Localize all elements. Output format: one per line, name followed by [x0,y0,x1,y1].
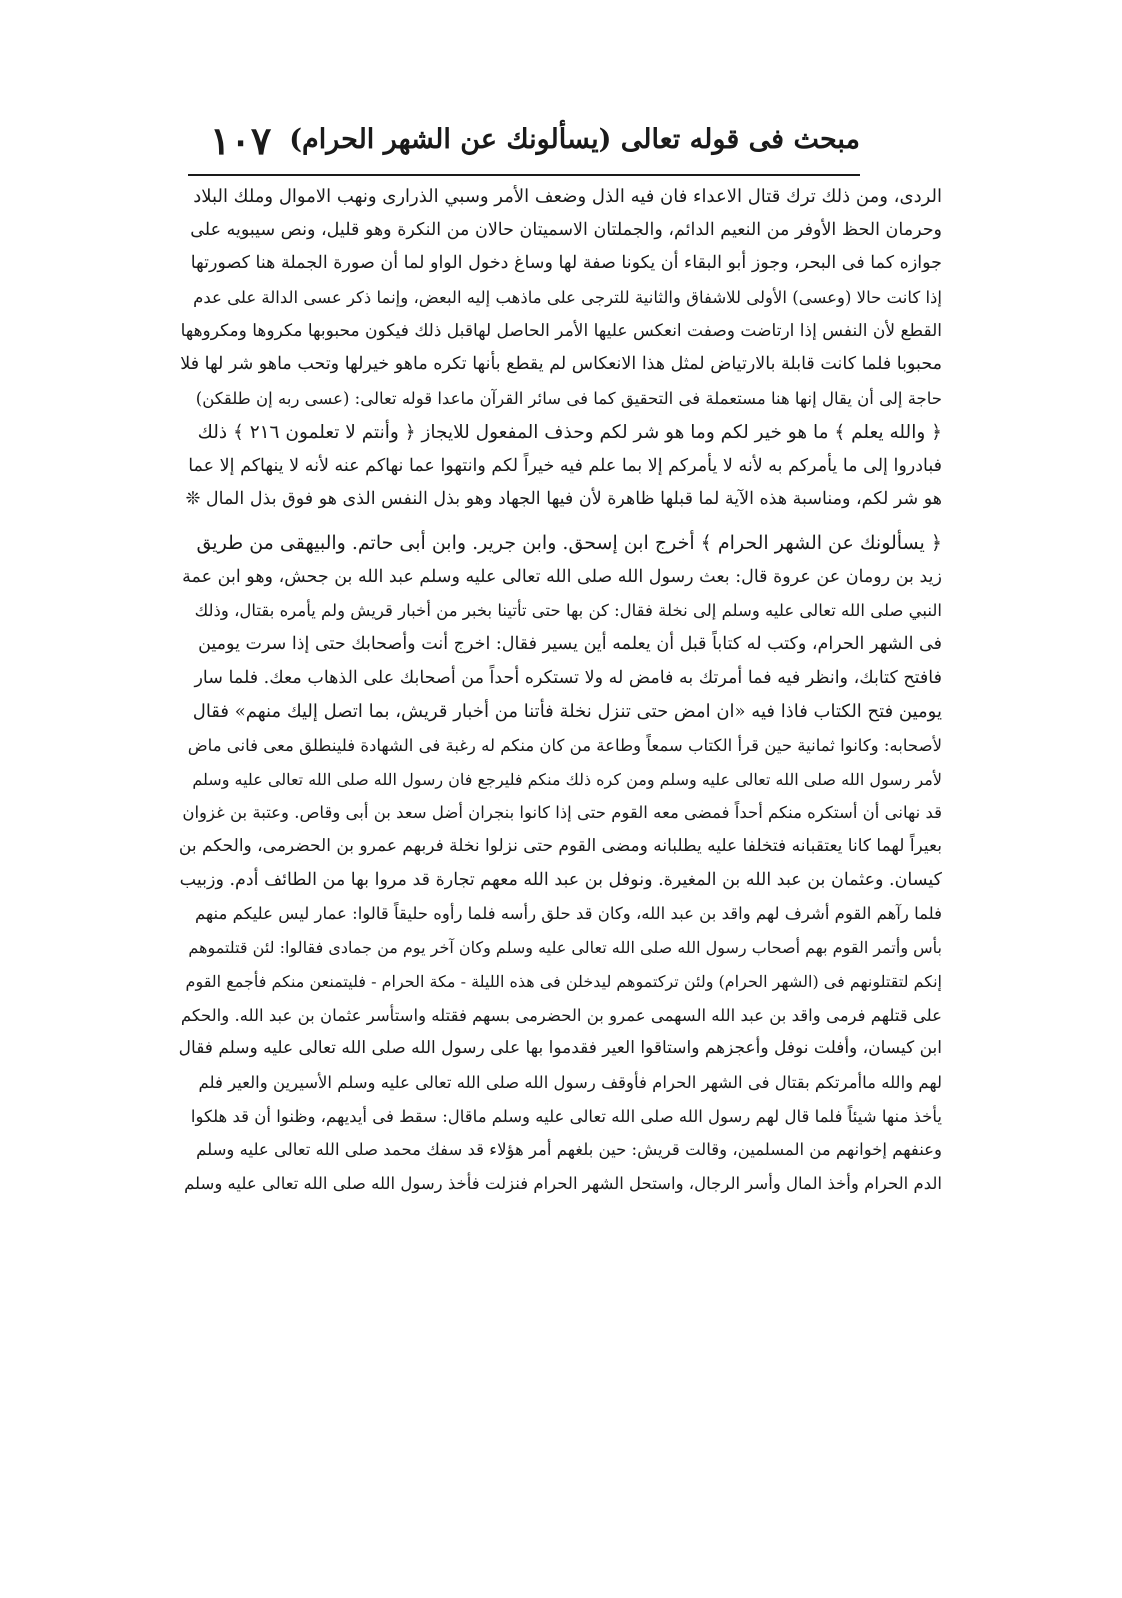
text-line: الردى، ومن ذلك ترك قتال الاعداء فان فيه الذل وضعف الأمر وسبي الذرارى ونهب الاموال وملك البلاد [193,186,942,207]
paragraph-gap [178,517,942,527]
text-line: يومين فتح الكتاب فاذا فيه «ان امض حتى تنزل نخلة فأتنا من أخبار قريش، بما اتصل إليك منهم» فقال [192,701,942,723]
text-line: فافتح كتابك، وانظر فيه فما أمرتك به فامض له ولا تستكره أحداً من أصحابك على الذهاب معك. فلما سار [194,667,942,688]
body-text [178,180,942,1201]
text-line: وعنفهم إخوانهم من المسلمين، وقالت قريش: حين بلغهم أمر هؤلاء قد سفك محمد صلى الله تعالى عليه وسلم [196,1140,942,1160]
text-line: إذا كانت حالا (وعسى) الأولى للاشفاق والثانية للترجى على ماذهب إليه البعض، وإنما ذكر عسى الدالة على عدم [193,288,942,308]
text-line: محبوبا فلما كانت قابلة بالارتياض لمثل هذا الانعكاس لم يقطع بأنها تكره ماهو خيرلها وتحب ماهو شر لها فلا [180,354,942,375]
page-header [188,118,860,176]
text-line: ﴿ والله يعلم ﴾ ما هو خير لكم وما هو شر لكم وحذف المفعول للايجاز ﴿ وأنتم لا تعلمون ٢١٦ ﴾ ذلك [197,421,942,443]
text-line: إنكم لتقتلونهم فى (الشهر الحرام) ولئن تركتموهم ليدخلن فى هذه الليلة - مكة الحرام - فليتمنعن منكم فأجمع القوم [185,971,942,991]
header-divider [188,174,860,176]
text-line: فى الشهر الحرام، وكتب له كتاباً قبل أن يعلمه أين يسير فقال: اخرج أنت وأصحابك حتى إذا سرت يومين [198,633,942,654]
text-line: زيد بن رومان عن عروة قال: بعث رسول الله صلى الله تعالى عليه وسلم عبد الله بن جحش، وهو ابن عمة [182,566,942,587]
text-line: على قتلهم فرمى واقد بن عبد الله السهمى عمرو بن الحضرمى بسهم فقتله واستأسر عثمان بن عبد الله. والحكم [180,1005,942,1025]
running-title: مبحث فى قوله تعالى (يسألونك عن الشهر الحرام) [289,124,860,155]
text-line: فلما رآهم القوم أشرف لهم واقد بن عبد الله، وكان قد حلق رأسه فلما رأوه حليقاً قالوا: عمار ليس عليكم منهم [194,904,942,924]
text-line: النبي صلى الله تعالى عليه وسلم إلى نخلة فقال: كن بها حتى تأتينا بخبر من أخبار قريش ولم يأمره بقتال، وذلك [194,601,942,621]
text-line: بأس وأتمر القوم بهم أصحاب رسول الله صلى الله تعالى عليه وسلم وكان آخر يوم من جمادى فقالوا: لئن قتلتموهم [188,938,942,958]
text-line: وحرمان الحظ الأوفر من النعيم الدائم، والجملتان الاسميتان حالان من النكرة وهو قليل، ونص سيبويه على [190,219,942,240]
text-line: الدم الحرام وأخذ المال وأسر الرجال، واستحل الشهر الحرام فنزلت فأخذ رسول الله صلى الله تعالى عليه وسلم [184,1173,942,1193]
text-line: جوازه كما فى البحر، وجوز أبو البقاء أن يكونا صفة لها وساغ دخول الواو لما أن صورة الجملة هنا كصورتها [190,253,942,274]
text-line: يأخذ منها شيئاً فلما قال لهم رسول الله صلى الله تعالى عليه وسلم ماقال: سقط فى أيديهم، وظنوا أن قد هلكوا [190,1106,942,1126]
text-line: لأمر رسول الله صلى الله تعالى عليه وسلم ومن كره ذلك منكم فليرجع فان رسول الله صلى الله تعالى عليه وسلم [192,769,942,789]
page-number: ١٠٧ [210,118,272,163]
text-line: لأصحابه: وكانوا ثمانية حين قرأ الكتاب سمعاً وطاعة من كان منكم له رغبة فى الشهادة فلينطلق معى فانى ماض [187,736,942,755]
text-line: لهم والله ماأمرتكم بقتال فى الشهر الحرام فأوقف رسول الله صلى الله تعالى عليه وسلم الأسيرين والعير فلم [198,1072,942,1092]
text-line: كيسان. وعثمان بن عبد الله بن المغيرة. ونوفل بن عبد الله معهم تجارة قد مروا بها من الطائف أدم. وزبيب [179,869,942,890]
text-line: ابن كيسان، وأفلت نوفل وأعجزهم واستاقوا العير فقدموا بها على رسول الله صلى الله تعالى عليه وسلم فقال [178,1038,942,1059]
text-line: حاجة إلى أن يقال إنها هنا مستعملة فى التحقيق كما فى سائر القرآن ماعدا قوله تعالى: (عسى ربه إن طلقكن) [195,389,942,409]
text-line: ﴿ يسألونك عن الشهر الحرام ﴾ أخرج ابن إسحق. وابن جرير. وابن أبى حاتم. والبيهقى من طريق [196,531,942,554]
text-line: هو شر لكم، ومناسبة هذه الآية لما قبلها ظاهرة لأن فيها الجهاد وهو بذل النفس الذى هو فوق بذل المال ❊ [185,489,942,510]
text-line: فبادروا إلى ما يأمركم به لأنه لا يأمركم إلا بما علم فيه خيراً لكم وانتهوا عما نهاكم عنه لأنه لا ينهاكم إلا عما [188,455,942,476]
text-line: قد نهانى أن أستكره منكم أحداً فمضى معه القوم حتى إذا كانوا بنجران أضل سعد بن أبى وقاص. وعتبة بن غزوان [182,803,942,823]
text-line: القطع لأن النفس إذا ارتاضت وصفت انعكس عليها الأمر الحاصل لهاقبل ذلك فيكون محبوبها مكروها ومكروهها [180,320,942,341]
text-line: بعيراً لهما كانا يعتقبانه فتخلفا عليه يطلبانه ومضى القوم حتى نزلوا نخلة فربهم عمرو بن الحضرمى، والحكم بن [178,836,942,857]
